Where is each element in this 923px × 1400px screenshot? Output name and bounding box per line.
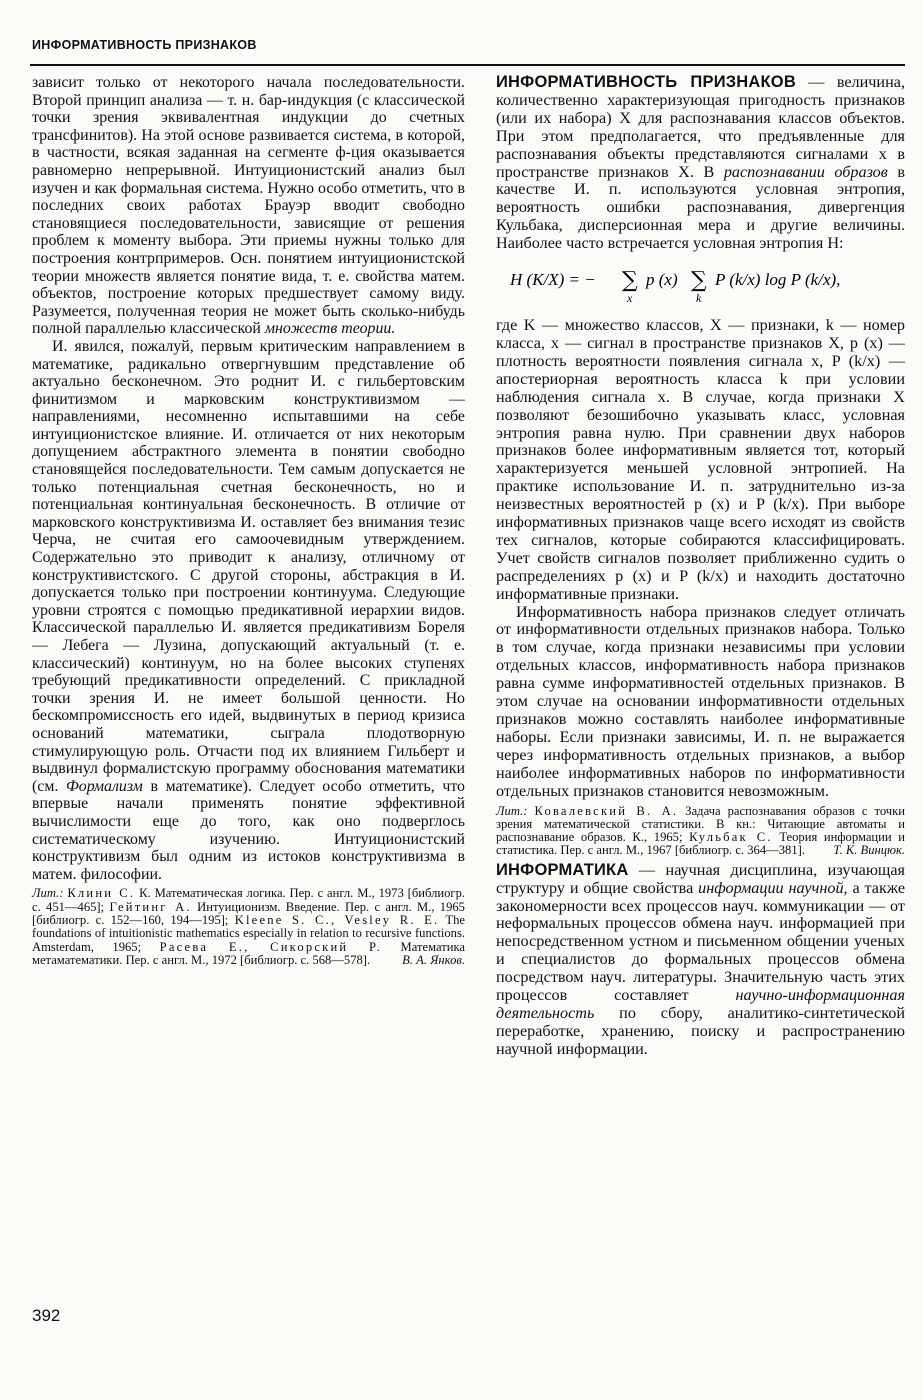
entry-informativnost-paragraph-3: Информативность набора признаков следует отличать от информативности отдельных признаков набора. Только в том случае, когда признаки независимы при условии отдельных классов, информативность набора признаков равна сумме информативностей отдельных признаков. В этом случае на основании информативности отдельных признаков можно составлять наиболее информативные наборы. Если признаки зависимы, И. п. не выражается через информативность отдельных признаков, а выбор наиболее информативных наборов по информативности отдельных признаков становится невозможным. xyxy=(496,602,905,800)
running-head: ИНФОРМАТИВНОСТЬ ПРИЗНАКОВ xyxy=(32,38,257,52)
formula-sum-1: ∑ xyxy=(622,268,638,294)
formula-rhs: P (k/x) log P (k/x), xyxy=(715,270,841,290)
formula-middle: p (x) xyxy=(646,270,678,290)
formula-graphic xyxy=(496,265,905,305)
formula-sum-1-index: x xyxy=(627,291,633,306)
link-scientific-information[interactable]: информации научной, xyxy=(698,878,848,897)
left-paragraph-1: зависит только от некоторого начала последовательности. Второй принцип анализа — т. н. бар-индукция (с классической точки зрения эквивалентная индукции до счетных трансфинитов). На этой основе развивается система, в которой, в частности, всякая заданная на сегменте ф-ция оказывается равномерно непрерывной. Интуиционистский анализ был изучен и как формальная система. Нужно особо отметить, что в последних своих работах Брауэр вводит свободно становящиеся последовательности, зависящие от решения проблем к моменту выбора. Эти приемы нужны только для построения контрпримеров. Осн. понятием интуиционистской теории множеств является понятие вида, т. е. свойства матем. объектов, построение которых предшествует самому виду. Разумеется, полученная теория не может быть сколько-нибудь полной параллелью классической множеств теории. xyxy=(32,74,465,338)
formula-sum-2-index: k xyxy=(696,291,702,306)
entry-title-informativnost: ИНФОРМАТИВНОСТЬ ПРИЗНАКОВ xyxy=(496,73,796,91)
formula-lhs: H (K/X) = − xyxy=(510,270,596,290)
header-rule xyxy=(30,64,905,66)
right-bibliography: Лит.: Ковалевский В. А. Задача распознавания образов с точки зрения математической статистики. В кн.: Читающие автоматы и распознавание образов. К., 1965; Кульбак С. Теория информации и статистика. Пер. с англ. М., 1967 [библиогр. с. 364—381]. Т. К. Винцюк. xyxy=(496,803,906,858)
page-number: 392 xyxy=(32,1306,61,1325)
left-article-author: В. А. Янков. xyxy=(402,952,465,967)
entry-title-informatika: ИНФОРМАТИКА xyxy=(496,860,629,879)
entry-informativnost-paragraph-2: где K — множество классов, X — признаки, k — номер класса, x — сигнал в пространстве признаков X, p (x) — плотность вероятности появления сигнала x, P (k/x) — апостериорная вероятность класса k при условии наблюдения сигнала x. В случае, когда признаки X позволяют безошибочно указывать класс, условная энтропия равна нулю. При сравнении двух наборов признаков более информативным является тот, который характеризуется меньшей условной энтропией. На практике использование И. п. затруднительно из-за неизвестных вероятностей p (x) и P (k/x). При выборе информативных признаков чаще всего исходят из свойств тех сигналов, которые собираются классифицировать. Учет свойств сигналов позволяет приближенно судить о распределениях p (x) и P (k/x) и находить достаточно информативные признаки. xyxy=(496,316,905,603)
left-paragraph-2: И. явился, пожалуй, первым критическим направлением в математике, радикально отвергнувшим представление об актуально бесконечном. Это роднит И. с гильбертовским финитизмом и марковским конструктивизмом —направлениями, несомненно испытавшими на себе интуиционистское влияние. И. отличается от них некоторым допущением абстрактного элемента в понятии свободно становящейся последовательности. Тем самым допускается не только потенциальная счетная бесконечность, но и потенциальная континуальная бесконечность. В отличие от марковского конструктивизма И. оставляет без внимания тезис Черча, не считая его самоочевидным утверждением. Содержательно это приводит к анализу, отличному от конструктивистского. С другой стороны, абстракция в И. допускается только при построении континуума. Следующие уровни строятся с помощью предикативной иерархии видов. Классической параллелью И. является предикативизм Бореля — Лебега — Лузина, допускающий актуальный (т. е. классический) континуум, но на более высоких ступенях требующий предикативности определений. С прикладной точки зрения И. не имеет большой ценности. Но бескомпромиссность его идей, выдвинутых в период кризиса оснований математики, сыграла плодотворную стимулирующую роль. Отчасти под их влиянием Гильберт и выдвинул формалистскую программу обоснования математики (см. Формализм в математике). Следует особо отметить, что впервые начали применять понятие эффективной вычислимости еще до того, как оно подверглось систематическому изучению. Интуиционистский конструктивизм был одним из истоков конструктивизма в матем. философии. xyxy=(32,337,465,883)
left-column xyxy=(32,74,465,967)
right-column xyxy=(496,74,905,1059)
right-article-author: Т. К. Винцюк. xyxy=(833,843,905,858)
link-pattern-recognition[interactable]: распознавании образов xyxy=(723,162,888,181)
left-bibliography: Лит.: Клини С. К. Математическая логика. Пер. с англ. М., 1973 [библиогр. с. 451—465]; Гейтинг А. Интуиционизм. Введение. Пер. с англ. М., 1965 [библиогр. с. 152—160, 194—195]; Kleene S. C., Vesley R. E. The foundations of intuitionistic mathematics especially in relation to recursive functions. Amsterdam, 1965; Расева Е., Сикорский Р. Математика метаматематики. Пер. с англ. М., 1972 [библиогр. с. 568—578]. В. А. Янков. xyxy=(32,886,466,967)
entry-informativnost-paragraph-1: ИНФОРМАТИВНОСТЬ ПРИЗНАКОВ — величина, количественно характеризующая пригодность признаков (или их набора) X для распознавания классов объектов. При этом предполагается, что предъявленные для распознавания объекты представляются сигналами x в пространстве признаков X. В распознавании образов в качестве И. п. используются условная энтропия, вероятность ошибки распознавания, дивергенция Кульбака, дисперсионная мера и другие величины. Наиболее часто встречается условная энтропия H: xyxy=(496,73,906,253)
link-set-theory[interactable]: множеств теории. xyxy=(264,320,396,338)
conditional-entropy-formula xyxy=(496,265,905,306)
link-formalism[interactable]: Формализм xyxy=(66,777,143,795)
entry-informatika-paragraph: ИНФОРМАТИКА — научная дисциплина, изучающая структуру и общие свойства информации научной, а также закономерности всех процессов науч. коммуникации — от неформальных процессов обмена науч. информацией при непосредственном устном и письменном общении ученых и специалистов до формальных процессов обмена посредством науч. литературы. Значительную часть этих процессов составляет научно-информационная деятельность по сбору, аналитико-синтетической переработке, хранению, поиску и распространению научной информации. xyxy=(496,860,906,1058)
link-scientific-information-activity[interactable]: научно-информационная деятельность xyxy=(496,986,906,1022)
formula-sum-2: ∑ xyxy=(691,268,707,294)
